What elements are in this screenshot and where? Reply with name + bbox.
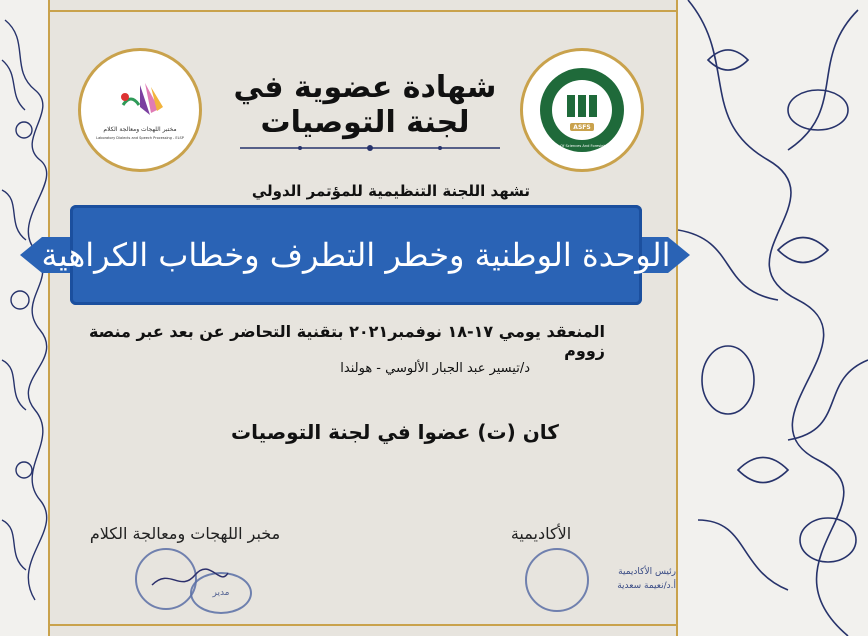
academy-logo-caption: Academy Of Sciences And Foresight Studies	[542, 144, 622, 148]
membership-statement: كان (ت) عضوا في لجنة التوصيات	[231, 420, 559, 444]
lab-logo-caption: مختبر اللهجات ومعالجة الكلام	[103, 126, 177, 133]
lab-stamp-text: مدير	[212, 588, 230, 598]
academy-logo	[520, 48, 644, 172]
conference-name: الوحدة الوطنية وخطر التطرف وخطاب الكراهية	[41, 236, 671, 274]
left-floral-border	[0, 0, 50, 636]
conference-banner	[20, 205, 690, 305]
recipient-name: د/تيسير عبد الجبار الألوسي - هولندا	[340, 361, 530, 376]
gold-line-top	[50, 10, 678, 12]
ornament-divider	[240, 144, 500, 152]
intro-line: تشهد اللجنة التنظيمية للمؤتمر الدولي	[251, 182, 530, 200]
academy-signature-label: الأكاديمية	[510, 524, 572, 543]
lab-logo	[78, 48, 202, 172]
gold-line-bottom	[50, 624, 678, 626]
academy-logo-abbrev: ASFS	[573, 124, 591, 131]
event-details: المنعقد يومي ١٧-١٨ نوفمبر٢٠٢١ بتقنية التحاضر عن بعد عبر منصة زووم	[88, 322, 605, 360]
right-floral-border	[676, 0, 868, 636]
academy-sign-title: رئيس الأكاديمية	[618, 567, 676, 577]
certificate-title: شهادة عضوية في لجنة التوصيات	[233, 70, 497, 140]
lab-signature	[150, 565, 230, 595]
lab-logo-caption-en: Laboratory Dialects and Speech Processing - ELSP	[96, 136, 184, 140]
academy-signature	[580, 560, 680, 600]
academy-sign-name: أ.د/نعيمة سعدية	[617, 581, 676, 591]
lab-signature-label: مخبر اللهجات ومعالجة الكلام	[89, 524, 281, 543]
banner-panel	[41, 205, 671, 305]
